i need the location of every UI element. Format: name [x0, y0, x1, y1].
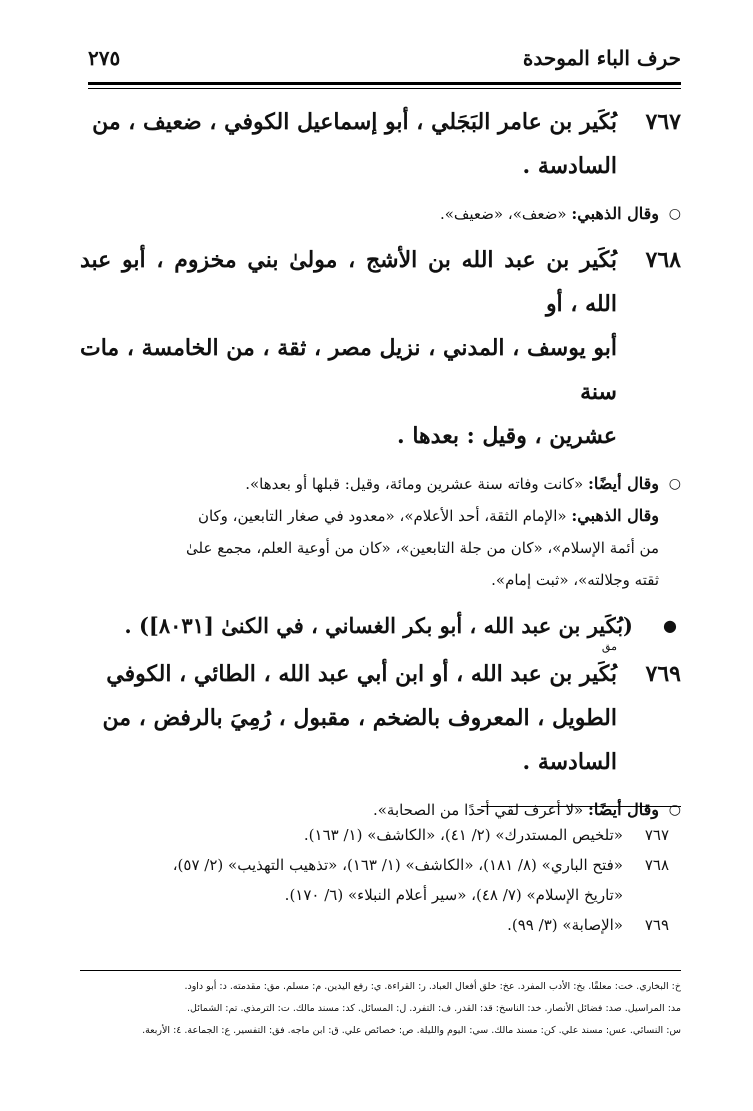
note-line [80, 500, 659, 532]
footnote-text [80, 820, 623, 850]
note-rest: «لا أعرف لقي أحدًا من الصحابة». [372, 801, 588, 819]
note-768 [80, 468, 681, 596]
entry-number: ٧٦٨ [645, 247, 681, 273]
filled-bullet-icon: ● [663, 616, 677, 635]
footnote-768 [80, 850, 681, 910]
footnote-line: «تاريخ الإسلام» (٧/ ٤٨)، «سير أعلام النبلاء» (٦/ ١٧٠). [284, 886, 623, 904]
abbreviations-rule [80, 970, 681, 971]
note-rest: «ضعف»، «ضعيف». [439, 205, 572, 223]
note-lead: وقال أيضًا: [588, 800, 659, 819]
entry-line: بُكَير بن عبد الله ، أو ابن أبي عبد الله ، الطائي ، الكوفي [106, 661, 617, 687]
footnote-767 [80, 820, 681, 850]
entry-number: ٧٦٧ [645, 109, 681, 135]
footnote-line: «فتح الباري» (٨/ ١٨١)، «الكاشف» (١/ ١٦٣)، «تذهيب التهذيب» (٢/ ٥٧)، [172, 856, 623, 874]
entry-768 [80, 238, 681, 458]
entry-line: الطويل ، المعروف بالضخم ، مقبول ، رُمِيَ بالرفض ، من [102, 705, 617, 731]
footnote-text [80, 850, 623, 910]
footnote-line: «تلخيص المستدرك» (٢/ ٤١)، «الكاشف» (١/ ١٦٣). [303, 826, 623, 844]
footnote-number: ٧٦٨ [644, 856, 669, 874]
entry-number: ٧٦٩ [645, 661, 681, 687]
entry-line: أبو يوسف ، المدني ، نزيل مصر ، ثقة ، من الخامسة ، مات سنة [80, 335, 617, 405]
entry-line: عشرين ، وقيل : بعدها . [397, 423, 617, 449]
footnote-text [80, 910, 623, 940]
circle-bullet-icon: ○ [668, 802, 681, 818]
page-header [88, 38, 681, 78]
abbreviations-line: س: النسائي. عس: مسند علي. كن: مسند مالك. سي: اليوم والليلة. ص: خصائص علي. ق: ابن ماجه. فق: التفسير. ع: الجماعة. ٤: الأربعة. [142, 1025, 681, 1036]
entry-767 [80, 100, 681, 188]
main-text [80, 100, 681, 834]
note-767 [80, 198, 681, 230]
circle-bullet-icon: ○ [668, 476, 681, 492]
note-rest: «الإمام الثقة، أحد الأعلام»، «معدود في صغار التابعين، وكان [197, 507, 572, 525]
note-rest: من أئمة الإسلام»، «كان من جلة التابعين»، «كان من أوعية العلم، مجمع علىٰ [186, 539, 659, 557]
page-number: ٢٧٥ [88, 46, 121, 70]
abbreviations-line: مد: المراسيل. صد: فضائل الأنصار. خد: الناسخ: قد: القدر. ف: التفرد. ل: المسائل. كد: مسند مالك. ت: الترمذي. تم: الشمائل. [187, 1003, 681, 1014]
circle-bullet-icon: ○ [668, 206, 681, 222]
note-rest: ثقته وجلالته»، «ثبت إمام». [491, 571, 659, 589]
abbreviations-line: خ: البخاري. خت: معلقًا. بخ: الأدب المفرد. عخ: خلق أفعال العباد. ر: القراءة. ي: رفع اليدين. م: مسلم. مق: مقدمته. د: أبو داود. [184, 981, 681, 992]
entry-769 [80, 640, 681, 784]
chapter-title: حرف الباء الموحدة [522, 46, 681, 70]
note-lead: وقال أيضًا: [588, 474, 659, 493]
note-line [80, 532, 659, 564]
footnote-769 [80, 910, 681, 940]
entry-text [80, 100, 617, 188]
footnote-number: ٧٦٧ [644, 826, 669, 844]
entry-sigla: مق [601, 640, 617, 653]
cross-reference-entry [80, 604, 681, 648]
cross-reference-text: (بُكَير بن عبد الله ، أبو بكر الغساني ، في الكنىٰ [٨٠٣١]) . [124, 613, 633, 638]
note-line [80, 198, 659, 230]
note-lead: وقال الذهبي: [571, 204, 659, 223]
note-line [80, 564, 659, 596]
entry-line: بُكَير بن عبد الله بن الأشج ، مولىٰ بني مخزوم ، أبو عبد الله ، أو [80, 247, 617, 317]
header-rule-thin [88, 88, 681, 89]
entry-text [80, 238, 617, 458]
footnote-number: ٧٦٩ [644, 916, 669, 934]
entry-line: بُكَير بن عامر البَجَلي ، أبو إسماعيل الكوفي ، ضعيف ، من [92, 109, 617, 135]
note-line [80, 468, 659, 500]
note-rest: «كانت وفاته سنة عشرين ومائة، وقيل: قبلها أو بعدها». [245, 475, 588, 493]
entry-text [80, 640, 617, 784]
abbreviations-key [80, 976, 681, 1042]
entry-line: السادسة . [522, 749, 617, 775]
footnotes [80, 820, 681, 940]
entry-line: السادسة . [522, 153, 617, 179]
note-lead: وقال الذهبي: [571, 506, 659, 525]
footnote-rule [481, 806, 681, 807]
header-rule-thick [88, 82, 681, 85]
footnote-line: «الإصابة» (٣/ ٩٩). [507, 916, 623, 934]
